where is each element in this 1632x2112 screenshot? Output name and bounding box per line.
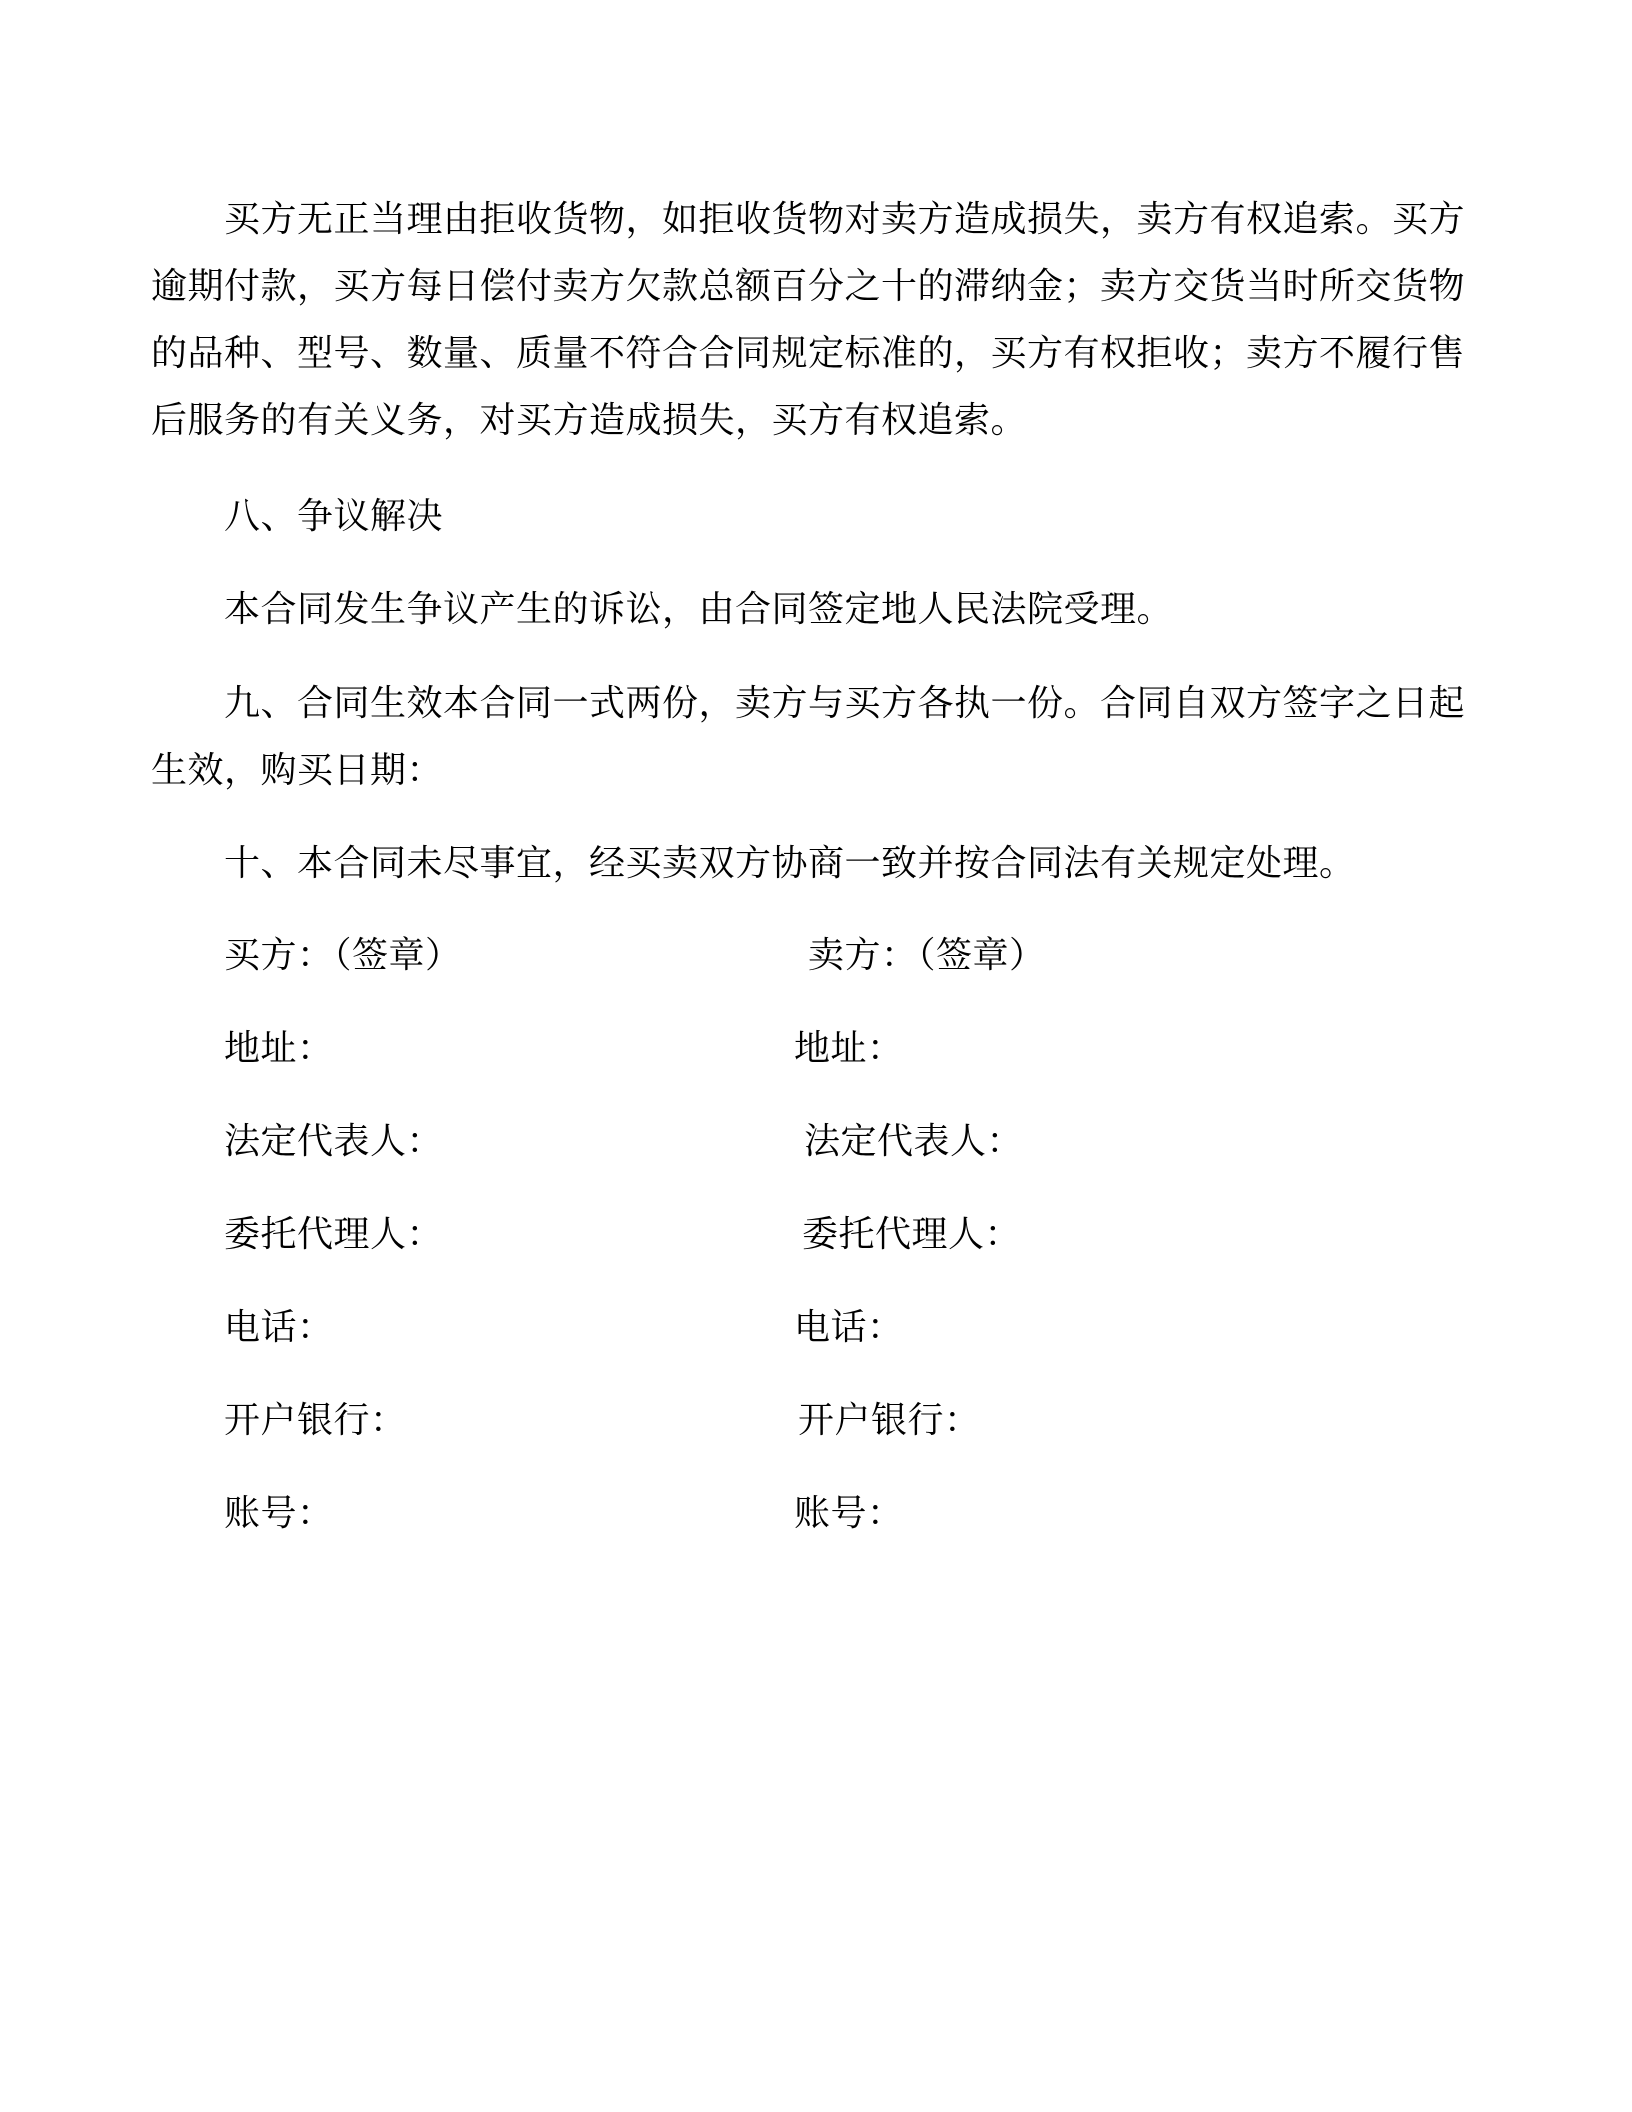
seller-phone-label: 电话： — [794, 1307, 904, 1348]
signature-row-phone — [0, 1294, 1632, 1361]
buyer-address-label: 地址： — [224, 1028, 334, 1069]
buyer-legal-rep-label: 法定代表人： — [224, 1121, 444, 1162]
signature-row-address — [0, 1015, 1632, 1082]
section-10-paragraph: 十、本合同未尽事宜，经买卖双方协商一致并按合同法有关规定处理。 — [224, 843, 1356, 884]
buyer-party-label: 买方：（签章） — [224, 935, 462, 976]
section-8-heading: 八、争议解决 — [224, 496, 444, 537]
buyer-agent-label: 委托代理人： — [224, 1214, 444, 1255]
seller-legal-rep-label: 法定代表人： — [804, 1121, 1024, 1162]
buyer-account-label: 账号： — [224, 1493, 334, 1534]
seller-account-label: 账号： — [794, 1493, 904, 1534]
signature-row-party — [0, 922, 1632, 989]
buyer-phone-label: 电话： — [224, 1307, 334, 1348]
penalty-clause-paragraph: 买方无正当理由拒收货物，如拒收货物对卖方造成损失，卖方有权追索。买方逾期付款，买方每日偿付卖方欠款总额百分之十的滞纳金；卖方交货当时所交货物的品种、型号、数量、质量不符合合同规定标准的，买方有权拒收；卖方不履行售后服务的有关义务，对买方造成损失，买方有权追索。 — [151, 199, 1466, 441]
buyer-bank-label: 开户银行： — [224, 1400, 407, 1441]
signature-row-account — [0, 1480, 1632, 1547]
section-9-paragraph: 九、合同生效本合同一式两份，卖方与买方各执一份。合同自双方签字之日起生效，购买日期： — [151, 683, 1466, 791]
signature-row-agent — [0, 1201, 1632, 1268]
seller-address-label: 地址： — [794, 1028, 904, 1069]
signature-row-bank — [0, 1387, 1632, 1454]
seller-agent-label: 委托代理人： — [802, 1214, 1022, 1255]
signature-row-legal-rep — [0, 1108, 1632, 1175]
seller-party-label: 卖方：（签章） — [808, 935, 1046, 976]
seller-bank-label: 开户银行： — [798, 1400, 981, 1441]
section-8-body: 本合同发生争议产生的诉讼，由合同签定地人民法院受理。 — [224, 589, 1174, 630]
